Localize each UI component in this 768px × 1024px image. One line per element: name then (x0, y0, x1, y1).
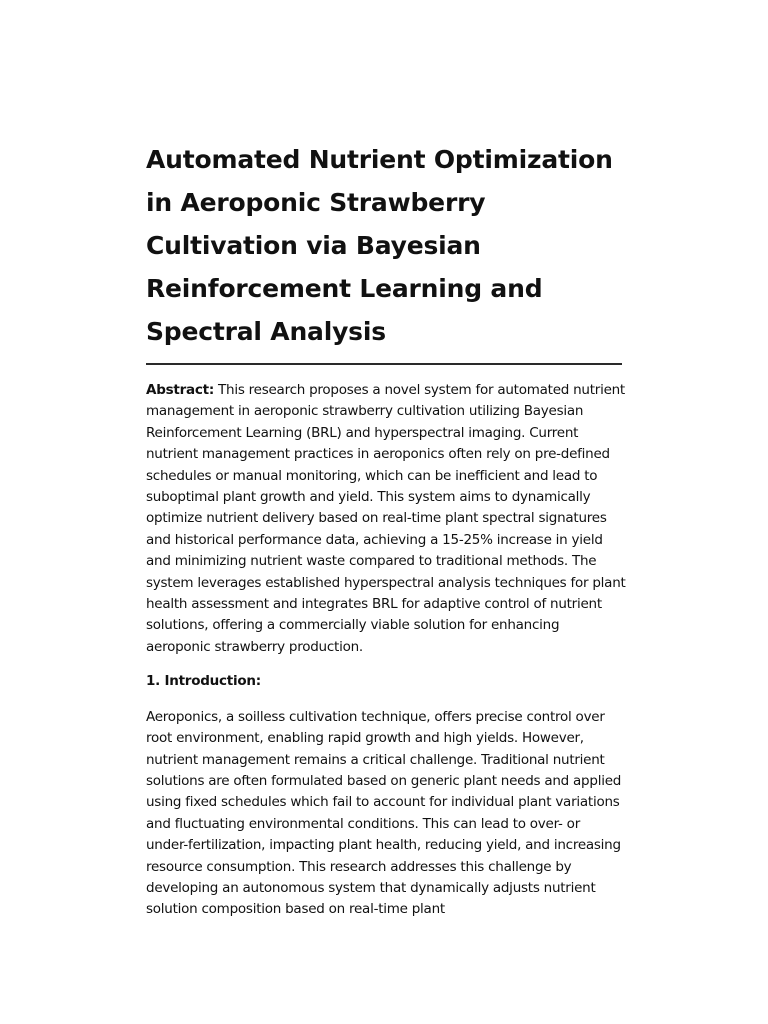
title-divider (146, 363, 622, 365)
section-heading-introduction: 1. Introduction: (146, 673, 261, 690)
paper-title: Automated Nutrient Optimization in Aeroponic Strawberry Cultivation via Bayesian Reinforcement Learning and Spectral Analysis (146, 145, 613, 346)
paper-page (146, 138, 626, 921)
introduction-paragraph: Aeroponics, a soilless cultivation technique, offers precise control over root environment, enabling rapid growth and high yields. However, nutrient management remains a critical challenge. Traditional nutrient solutions are often formulated based on generic plant needs and applied using fixed schedules which fail to account for individual plant variations and fluctuating environmental conditions. This can lead to over- or under-fertilization, impacting plant health, reducing yield, and increasing resource consumption. This research addresses this challenge by developing an autonomous system that dynamically adjusts nutrient solution composition based on real-time plant (146, 708, 622, 918)
abstract-text: This research proposes a novel system for automated nutrient management in aeroponic strawberry cultivation utilizing Bayesian Reinforcement Learning (BRL) and hyperspectral imaging. Current nutrient management practices in aeroponics often rely on pre-defined schedules or manual monitoring, which can be inefficient and lead to suboptimal plant growth and yield. This system aims to dynamically optimize nutrient delivery based on real-time plant spectral signatures and historical performance data, achieving a 15-25% increase in yield and minimizing nutrient waste compared to traditional methods. The system leverages established hyperspectral analysis techniques for plant health assessment and integrates BRL for adaptive control of nutrient solutions, offering a commercially viable solution for enhancing aeroponic strawberry production. (146, 382, 626, 655)
abstract-label: Abstract: (146, 382, 214, 398)
abstract-paragraph (146, 380, 626, 658)
